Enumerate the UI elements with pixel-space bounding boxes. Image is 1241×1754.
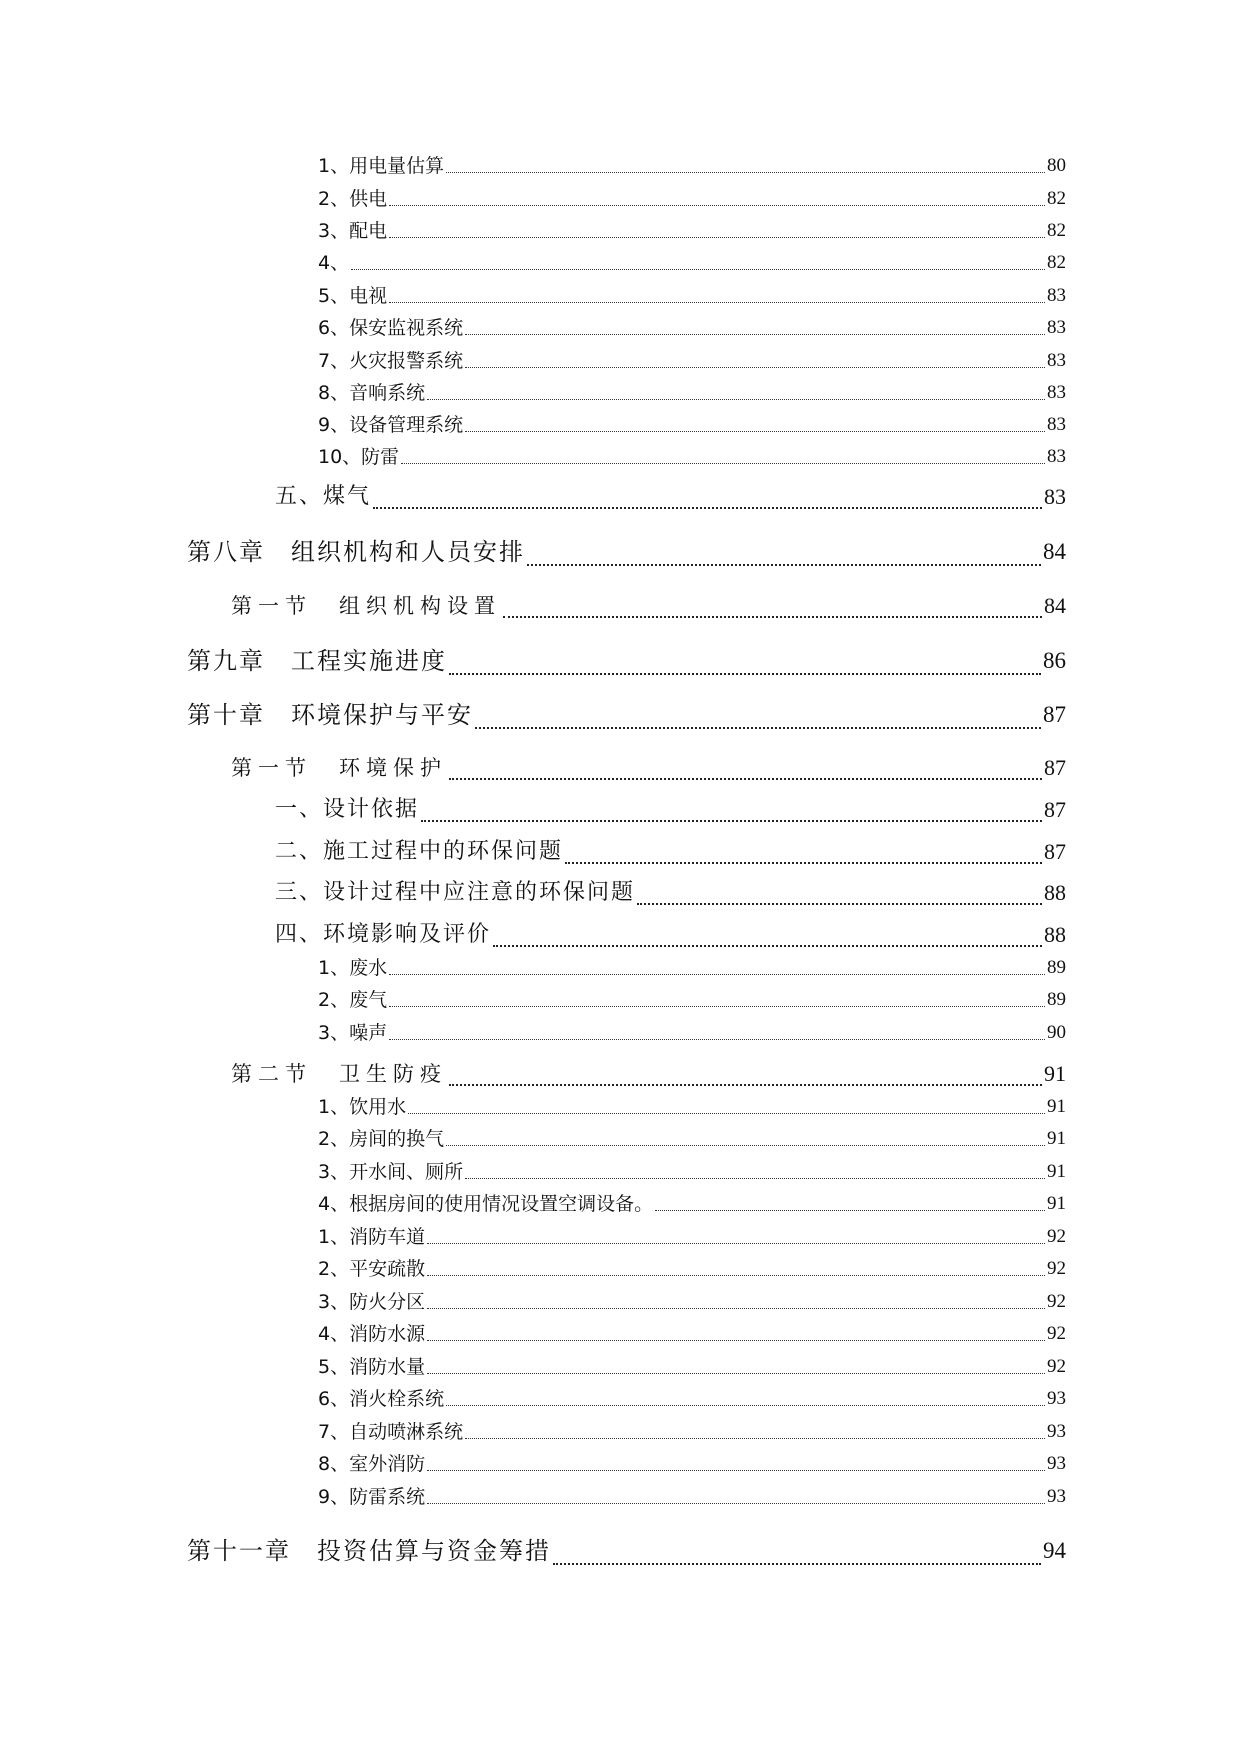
dot-leader bbox=[389, 1006, 1045, 1007]
toc-entry[interactable] bbox=[318, 1449, 1066, 1479]
toc-entry-label: 1、用电量估算 bbox=[318, 155, 445, 177]
dot-leader bbox=[427, 1243, 1045, 1244]
toc-entry[interactable] bbox=[318, 1352, 1066, 1382]
toc-entry-label: 10、防雷 bbox=[318, 446, 400, 468]
toc-entry-page-number: 84 bbox=[1043, 539, 1066, 564]
dot-leader bbox=[493, 945, 1042, 947]
toc-entry-label: 4、 bbox=[318, 252, 350, 274]
dot-leader bbox=[449, 1084, 1042, 1086]
dot-leader bbox=[401, 463, 1045, 464]
toc-entry-page-number: 91 bbox=[1047, 1096, 1066, 1117]
dot-leader bbox=[427, 1470, 1045, 1471]
toc-entry-label: 第八章 组织机构和人员安排 bbox=[187, 538, 525, 566]
toc-entry-page-number: 87 bbox=[1044, 839, 1066, 864]
dot-leader bbox=[449, 778, 1042, 780]
dot-leader bbox=[465, 367, 1045, 368]
dot-leader bbox=[465, 431, 1045, 432]
toc-entry[interactable] bbox=[318, 410, 1066, 440]
toc-entry-label: 2、废气 bbox=[318, 989, 388, 1011]
toc-entry-label: 一、设计依据 bbox=[275, 797, 420, 822]
toc-entry[interactable] bbox=[318, 313, 1066, 343]
toc-entry-label: 4、消防水源 bbox=[318, 1323, 426, 1345]
toc-entry[interactable] bbox=[318, 1384, 1066, 1414]
toc-entry-page-number: 87 bbox=[1044, 755, 1066, 780]
toc-entry[interactable] bbox=[187, 1531, 1066, 1571]
toc-entry-page-number: 89 bbox=[1047, 989, 1066, 1010]
toc-entry[interactable] bbox=[318, 1189, 1066, 1219]
toc-entry[interactable] bbox=[318, 378, 1066, 408]
dot-leader bbox=[389, 237, 1045, 238]
toc-entry-label: 5、消防水量 bbox=[318, 1356, 426, 1378]
toc-entry-label: 1、消防车道 bbox=[318, 1226, 426, 1248]
toc-entry-label: 二、施工过程中的环保问题 bbox=[275, 839, 564, 864]
toc-entry-label: 8、室外消防 bbox=[318, 1453, 426, 1475]
toc-entry-page-number: 90 bbox=[1047, 1022, 1066, 1043]
toc-entry-page-number: 92 bbox=[1047, 1356, 1066, 1377]
toc-entry-page-number: 84 bbox=[1044, 593, 1066, 618]
toc-entry-label: 9、设备管理系统 bbox=[318, 414, 464, 436]
toc-entry-page-number: 83 bbox=[1047, 350, 1066, 371]
dot-leader bbox=[503, 616, 1042, 618]
toc-entry-page-number: 93 bbox=[1047, 1453, 1066, 1474]
toc-entry-label: 9、防雷系统 bbox=[318, 1486, 426, 1508]
toc-entry-page-number: 82 bbox=[1047, 188, 1066, 209]
toc-entry-label: 第一节 组织机构设置 bbox=[231, 594, 501, 618]
toc-entry[interactable] bbox=[231, 588, 1066, 624]
dot-leader bbox=[446, 1405, 1045, 1406]
dot-leader bbox=[389, 302, 1045, 303]
dot-leader bbox=[446, 172, 1045, 173]
toc-entry-page-number: 83 bbox=[1044, 484, 1066, 509]
dot-leader bbox=[655, 1210, 1045, 1211]
dot-leader bbox=[389, 1039, 1045, 1040]
toc-entry-page-number: 93 bbox=[1047, 1486, 1066, 1507]
toc-entry[interactable] bbox=[275, 917, 1066, 953]
toc-entry-page-number: 83 bbox=[1047, 446, 1066, 467]
toc-entry-page-number: 83 bbox=[1047, 414, 1066, 435]
toc-entry-page-number: 92 bbox=[1047, 1258, 1066, 1279]
dot-leader bbox=[446, 1145, 1045, 1146]
toc-entry-page-number: 89 bbox=[1047, 957, 1066, 978]
toc-entry[interactable] bbox=[318, 1124, 1066, 1154]
toc-entry-page-number: 91 bbox=[1047, 1128, 1066, 1149]
toc-entry-label: 三、设计过程中应注意的环保问题 bbox=[275, 880, 636, 905]
toc-entry-page-number: 83 bbox=[1047, 382, 1066, 403]
dot-leader bbox=[421, 820, 1042, 822]
toc-entry-page-number: 88 bbox=[1044, 922, 1066, 947]
toc-entry-label: 2、平安疏散 bbox=[318, 1258, 426, 1280]
toc-entry-label: 1、废水 bbox=[318, 957, 388, 979]
toc-entry-page-number: 92 bbox=[1047, 1323, 1066, 1344]
toc-entry-label: 5、电视 bbox=[318, 285, 388, 307]
toc-entry[interactable] bbox=[275, 792, 1066, 828]
toc-entry[interactable] bbox=[318, 442, 1066, 472]
dot-leader bbox=[565, 862, 1042, 864]
dot-leader bbox=[351, 269, 1045, 270]
toc-entry-label: 6、保安监视系统 bbox=[318, 317, 464, 339]
dot-leader bbox=[465, 334, 1045, 335]
dot-leader bbox=[408, 1113, 1045, 1114]
toc-entry[interactable] bbox=[318, 1319, 1066, 1349]
dot-leader bbox=[427, 1373, 1045, 1374]
dot-leader bbox=[427, 399, 1045, 400]
toc-entry-label: 第二节 卫生防疫 bbox=[231, 1062, 447, 1086]
toc-entry[interactable] bbox=[275, 479, 1066, 515]
toc-entry[interactable] bbox=[231, 1056, 1066, 1092]
toc-entry-label: 五、煤气 bbox=[275, 484, 372, 509]
toc-entry-label: 3、噪声 bbox=[318, 1022, 388, 1044]
toc-entry[interactable] bbox=[231, 750, 1066, 786]
toc-entry-page-number: 91 bbox=[1047, 1161, 1066, 1182]
toc-entry-page-number: 88 bbox=[1044, 880, 1066, 905]
toc-entry-page-number: 83 bbox=[1047, 285, 1066, 306]
toc-entry-page-number: 91 bbox=[1047, 1193, 1066, 1214]
toc-entry-page-number: 94 bbox=[1043, 1538, 1066, 1563]
dot-leader bbox=[427, 1275, 1045, 1276]
dot-leader bbox=[389, 974, 1045, 975]
toc-entry[interactable] bbox=[187, 532, 1066, 572]
toc-entry[interactable] bbox=[318, 281, 1066, 311]
toc-entry-page-number: 82 bbox=[1047, 220, 1066, 241]
toc-entry-label: 3、开水间、厕所 bbox=[318, 1161, 464, 1183]
toc-entry[interactable] bbox=[318, 1018, 1066, 1048]
toc-entry-label: 3、配电 bbox=[318, 220, 388, 242]
toc-entry-label: 第十章 环境保护与平安 bbox=[187, 701, 473, 729]
dot-leader bbox=[373, 507, 1042, 509]
toc-entry[interactable] bbox=[187, 695, 1066, 735]
toc-entry-label: 8、音响系统 bbox=[318, 382, 426, 404]
toc-entry-label: 第十一章 投资估算与资金筹措 bbox=[187, 1537, 551, 1565]
toc-entry[interactable] bbox=[318, 1157, 1066, 1187]
toc-entry[interactable] bbox=[318, 1222, 1066, 1252]
toc-entry-label: 6、消火栓系统 bbox=[318, 1388, 445, 1410]
toc-entry-page-number: 80 bbox=[1047, 155, 1066, 176]
dot-leader bbox=[465, 1178, 1045, 1179]
toc-entry[interactable] bbox=[318, 216, 1066, 246]
toc-entry[interactable] bbox=[187, 641, 1066, 681]
toc-entry-page-number: 86 bbox=[1043, 648, 1066, 673]
toc-entry[interactable] bbox=[318, 1417, 1066, 1447]
dot-leader bbox=[475, 727, 1041, 729]
toc-entry-label: 2、供电 bbox=[318, 188, 388, 210]
toc-entry-page-number: 91 bbox=[1044, 1061, 1066, 1086]
dot-leader bbox=[449, 673, 1041, 675]
toc-entry[interactable] bbox=[318, 346, 1066, 376]
toc-entry-page-number: 87 bbox=[1044, 797, 1066, 822]
toc-entry[interactable] bbox=[318, 184, 1066, 214]
toc-entry-page-number: 93 bbox=[1047, 1388, 1066, 1409]
toc-entry[interactable] bbox=[318, 953, 1066, 983]
toc-entry-label: 第一节 环境保护 bbox=[231, 756, 447, 780]
toc-entry-label: 3、防火分区 bbox=[318, 1291, 426, 1313]
toc-entry[interactable] bbox=[318, 1287, 1066, 1317]
toc-entry-page-number: 92 bbox=[1047, 1226, 1066, 1247]
toc-entry[interactable] bbox=[275, 875, 1066, 911]
toc-entry-label: 1、饮用水 bbox=[318, 1096, 407, 1118]
dot-leader bbox=[465, 1438, 1045, 1439]
toc-entry[interactable] bbox=[318, 1092, 1066, 1122]
dot-leader bbox=[427, 1308, 1045, 1309]
toc-entry-page-number: 93 bbox=[1047, 1421, 1066, 1442]
dot-leader bbox=[389, 205, 1045, 206]
toc-entry[interactable] bbox=[318, 1482, 1066, 1512]
toc-entry-label: 四、环境影响及评价 bbox=[275, 922, 492, 947]
toc-entry-label: 第九章 工程实施进度 bbox=[187, 647, 447, 675]
toc-entry[interactable] bbox=[318, 248, 1066, 278]
toc-entry-page-number: 83 bbox=[1047, 317, 1066, 338]
toc-entry[interactable] bbox=[318, 985, 1066, 1015]
toc-entry-label: 7、自动喷淋系统 bbox=[318, 1421, 464, 1443]
toc-entry[interactable] bbox=[275, 834, 1066, 870]
dot-leader bbox=[553, 1563, 1041, 1565]
toc-entry-page-number: 87 bbox=[1043, 702, 1066, 727]
toc-entry[interactable] bbox=[318, 1254, 1066, 1284]
dot-leader bbox=[637, 903, 1042, 905]
dot-leader bbox=[427, 1503, 1045, 1504]
dot-leader bbox=[527, 564, 1041, 566]
toc-entry[interactable] bbox=[318, 151, 1066, 181]
toc-entry-label: 2、房间的换气 bbox=[318, 1128, 445, 1150]
dot-leader bbox=[427, 1340, 1045, 1341]
toc-entry-label: 4、根据房间的使用情况设置空调设备。 bbox=[318, 1193, 654, 1215]
toc-entry-page-number: 92 bbox=[1047, 1291, 1066, 1312]
toc-entry-label: 7、火灾报警系统 bbox=[318, 350, 464, 372]
toc-entry-page-number: 82 bbox=[1047, 252, 1066, 273]
